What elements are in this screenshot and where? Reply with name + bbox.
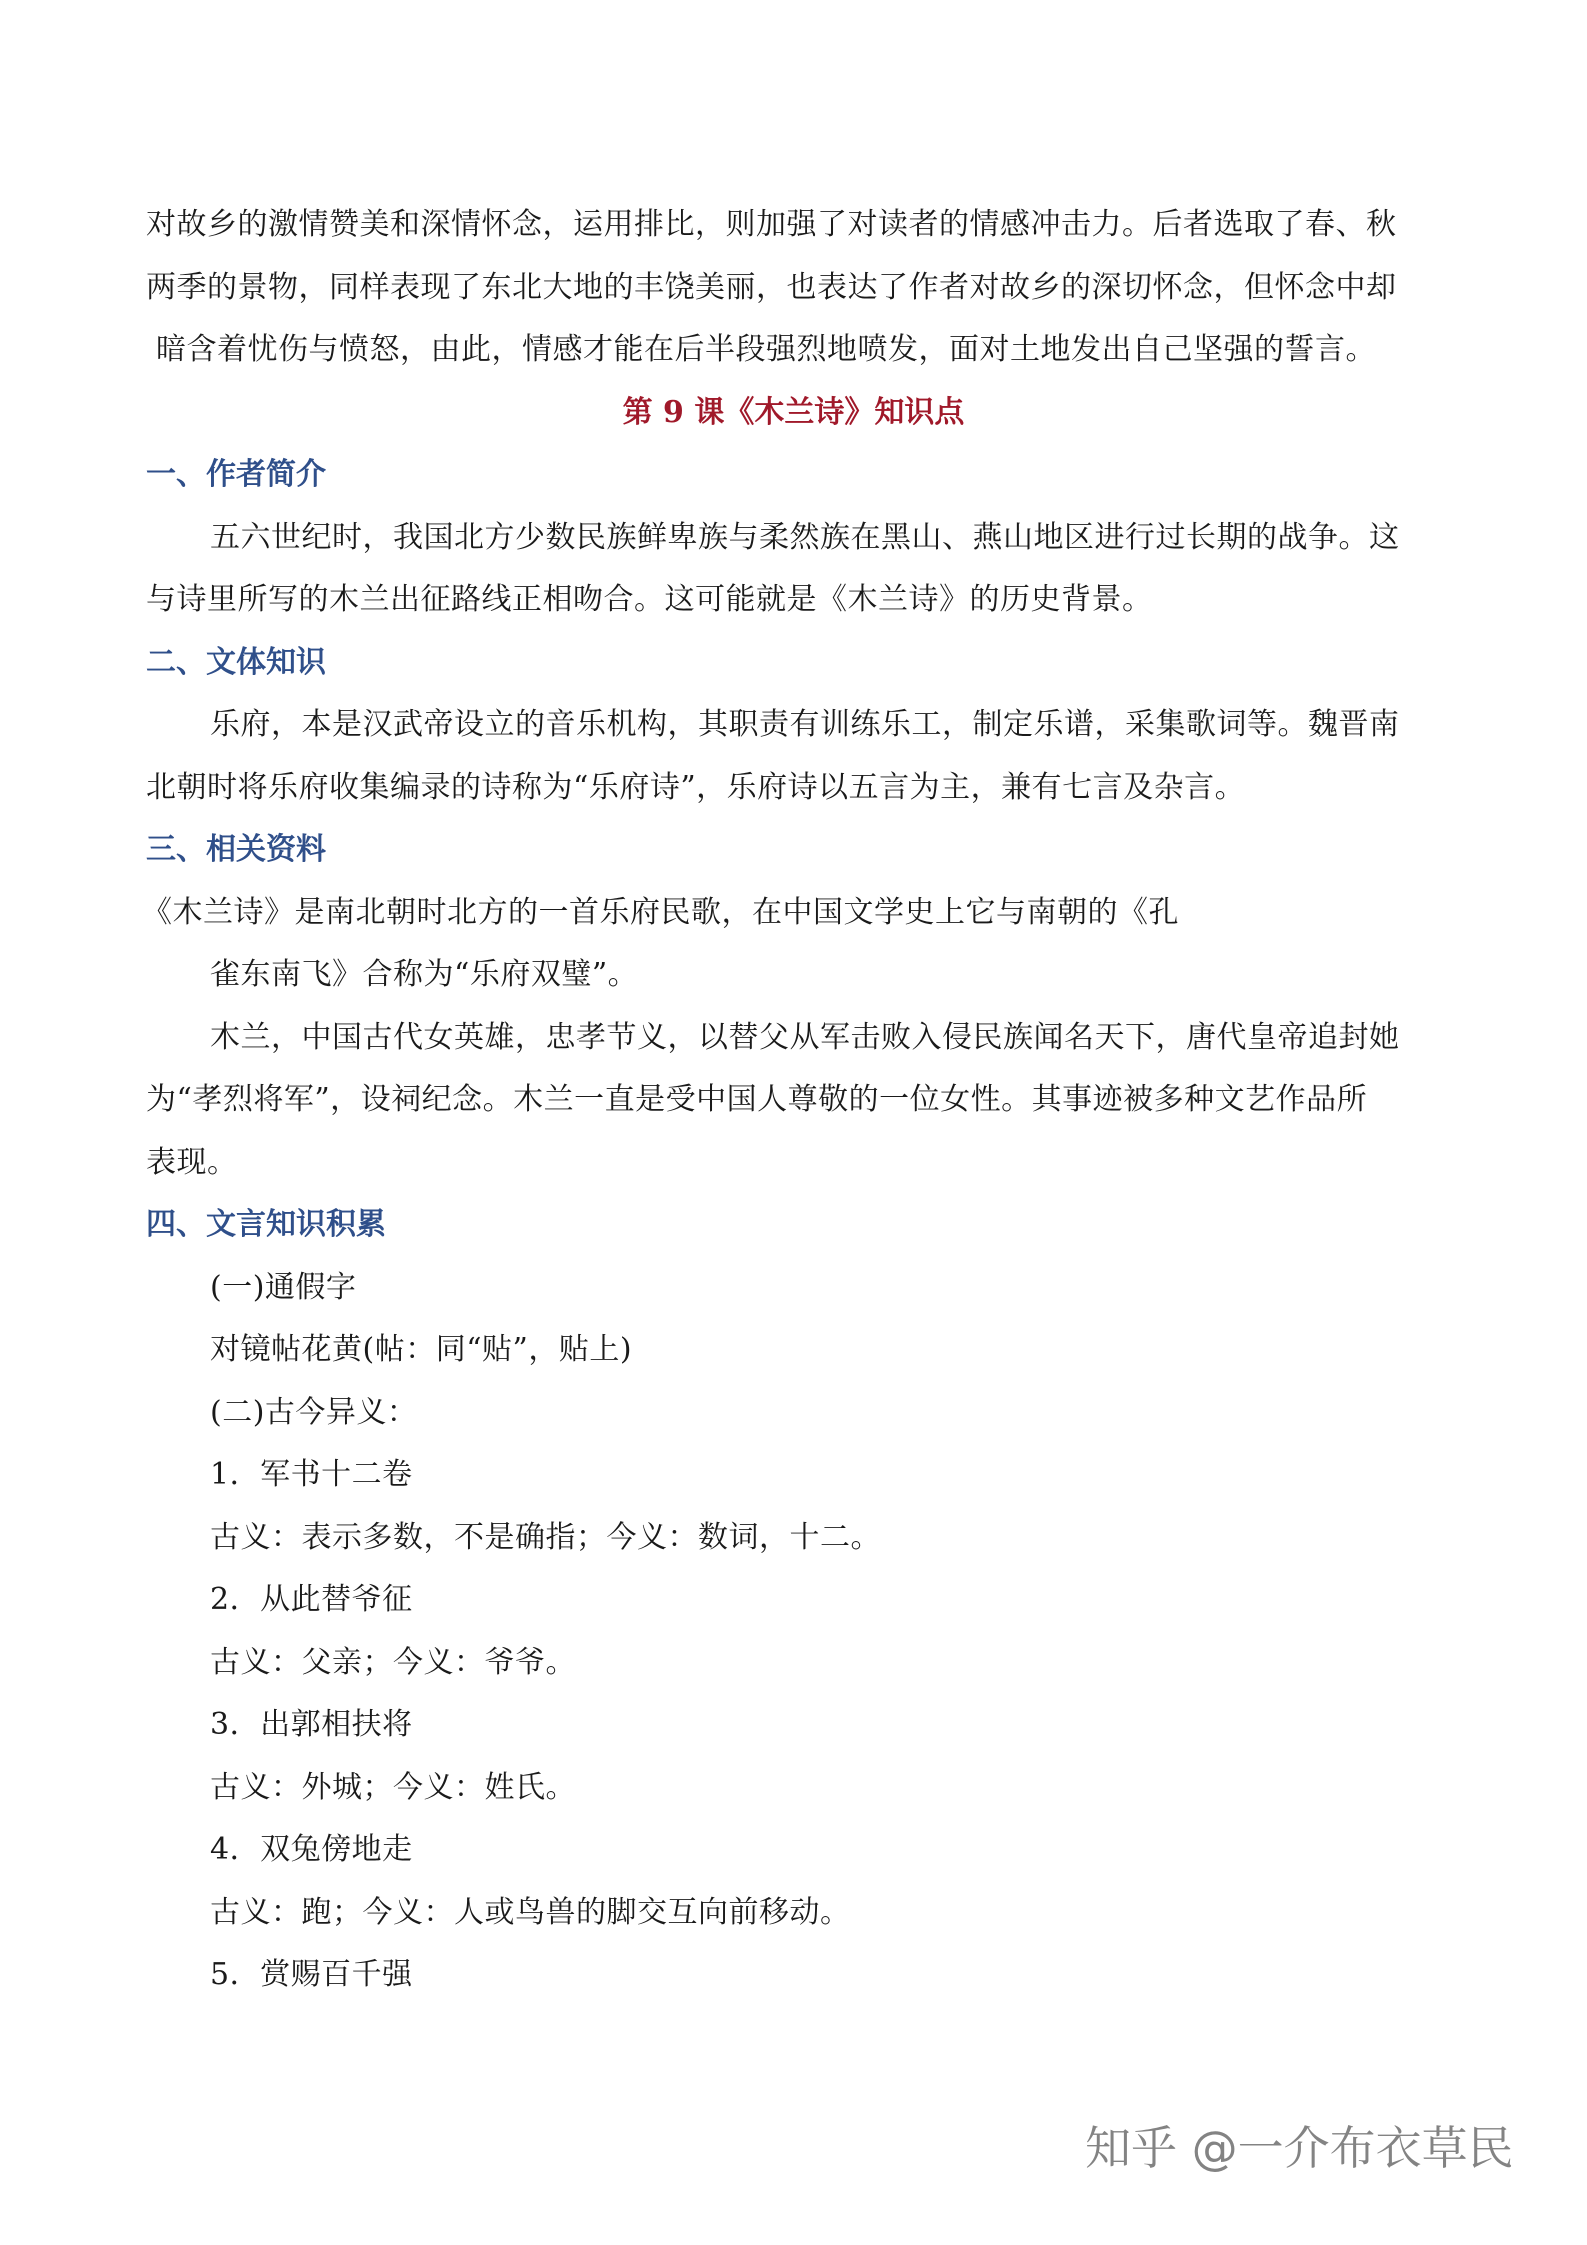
classical-line-1: (一)通假字 bbox=[210, 1270, 357, 1305]
genre-paragraph-line-1: 乐府，本是汉武帝设立的音乐机构，其职责有训练乐工，制定乐谱，采集歌词等。魏晋南 bbox=[210, 707, 1400, 742]
classical-line-6: 2．从此替爷征 bbox=[210, 1582, 413, 1617]
zhihu-watermark: 知乎 @一介布衣草民 bbox=[1085, 2121, 1514, 2175]
materials-line-3: 木兰，中国古代女英雄，忠孝节义，以替父从军击败入侵民族闻名天下，唐代皇帝追封她 bbox=[210, 1020, 1400, 1055]
section-heading-genre: 二、文体知识 bbox=[146, 645, 326, 680]
classical-line-5: 古义：表示多数，不是确指；今义：数词，十二。 bbox=[210, 1520, 881, 1555]
intro-line-1: 对故乡的激情赞美和深情怀念，运用排比，则加强了对读者的情感冲击力。后者选取了春、秋 bbox=[146, 207, 1397, 242]
classical-line-12: 5．赏赐百千强 bbox=[210, 1957, 413, 1992]
materials-line-5: 表现。 bbox=[146, 1145, 238, 1180]
classical-line-8: 3．出郭相扶将 bbox=[210, 1707, 413, 1742]
intro-line-2: 两季的景物，同样表现了东北大地的丰饶美丽，也表达了作者对故乡的深切怀念，但怀念中却 bbox=[146, 270, 1397, 305]
section-heading-classical-chinese: 四、文言知识积累 bbox=[146, 1207, 386, 1242]
materials-line-2: 雀东南飞》合称为“乐府双璧”。 bbox=[210, 957, 639, 992]
classical-line-9: 古义：外城；今义：姓氏。 bbox=[210, 1770, 576, 1805]
author-paragraph-line-1: 五六世纪时，我国北方少数民族鲜卑族与柔然族在黑山、燕山地区进行过长期的战争。这 bbox=[210, 520, 1400, 555]
author-paragraph-line-2: 与诗里所写的木兰出征路线正相吻合。这可能就是《木兰诗》的历史背景。 bbox=[146, 582, 1153, 617]
classical-line-4: 1．军书十二卷 bbox=[210, 1457, 413, 1492]
lesson-title: 第 9 课《木兰诗》知识点 bbox=[622, 395, 965, 430]
materials-line-4: 为“孝烈将军”，设祠纪念。木兰一直是受中国人尊敬的一位女性。其事迹被多种文艺作品所 bbox=[146, 1082, 1368, 1117]
materials-line-1: 《木兰诗》是南北朝时北方的一首乐府民歌，在中国文学史上它与南朝的《孔 bbox=[142, 895, 1179, 930]
section-heading-materials: 三、相关资料 bbox=[146, 832, 326, 867]
classical-line-10: 4．双兔傍地走 bbox=[210, 1832, 413, 1867]
genre-paragraph-line-2: 北朝时将乐府收集编录的诗称为“乐府诗”，乐府诗以五言为主，兼有七言及杂言。 bbox=[146, 770, 1246, 805]
classical-line-2: 对镜帖花黄(帖：同“贴”，贴上) bbox=[210, 1332, 633, 1367]
classical-line-3: (二)古今异义： bbox=[210, 1395, 418, 1430]
intro-line-3: 暗含着忧伤与愤怒，由此，情感才能在后半段强烈地喷发，面对土地发出自己坚强的誓言。 bbox=[156, 332, 1376, 367]
section-heading-author: 一、作者简介 bbox=[146, 457, 326, 492]
classical-line-7: 古义：父亲；今义：爷爷。 bbox=[210, 1645, 576, 1680]
classical-line-11: 古义：跑；今义：人或鸟兽的脚交互向前移动。 bbox=[210, 1895, 851, 1930]
